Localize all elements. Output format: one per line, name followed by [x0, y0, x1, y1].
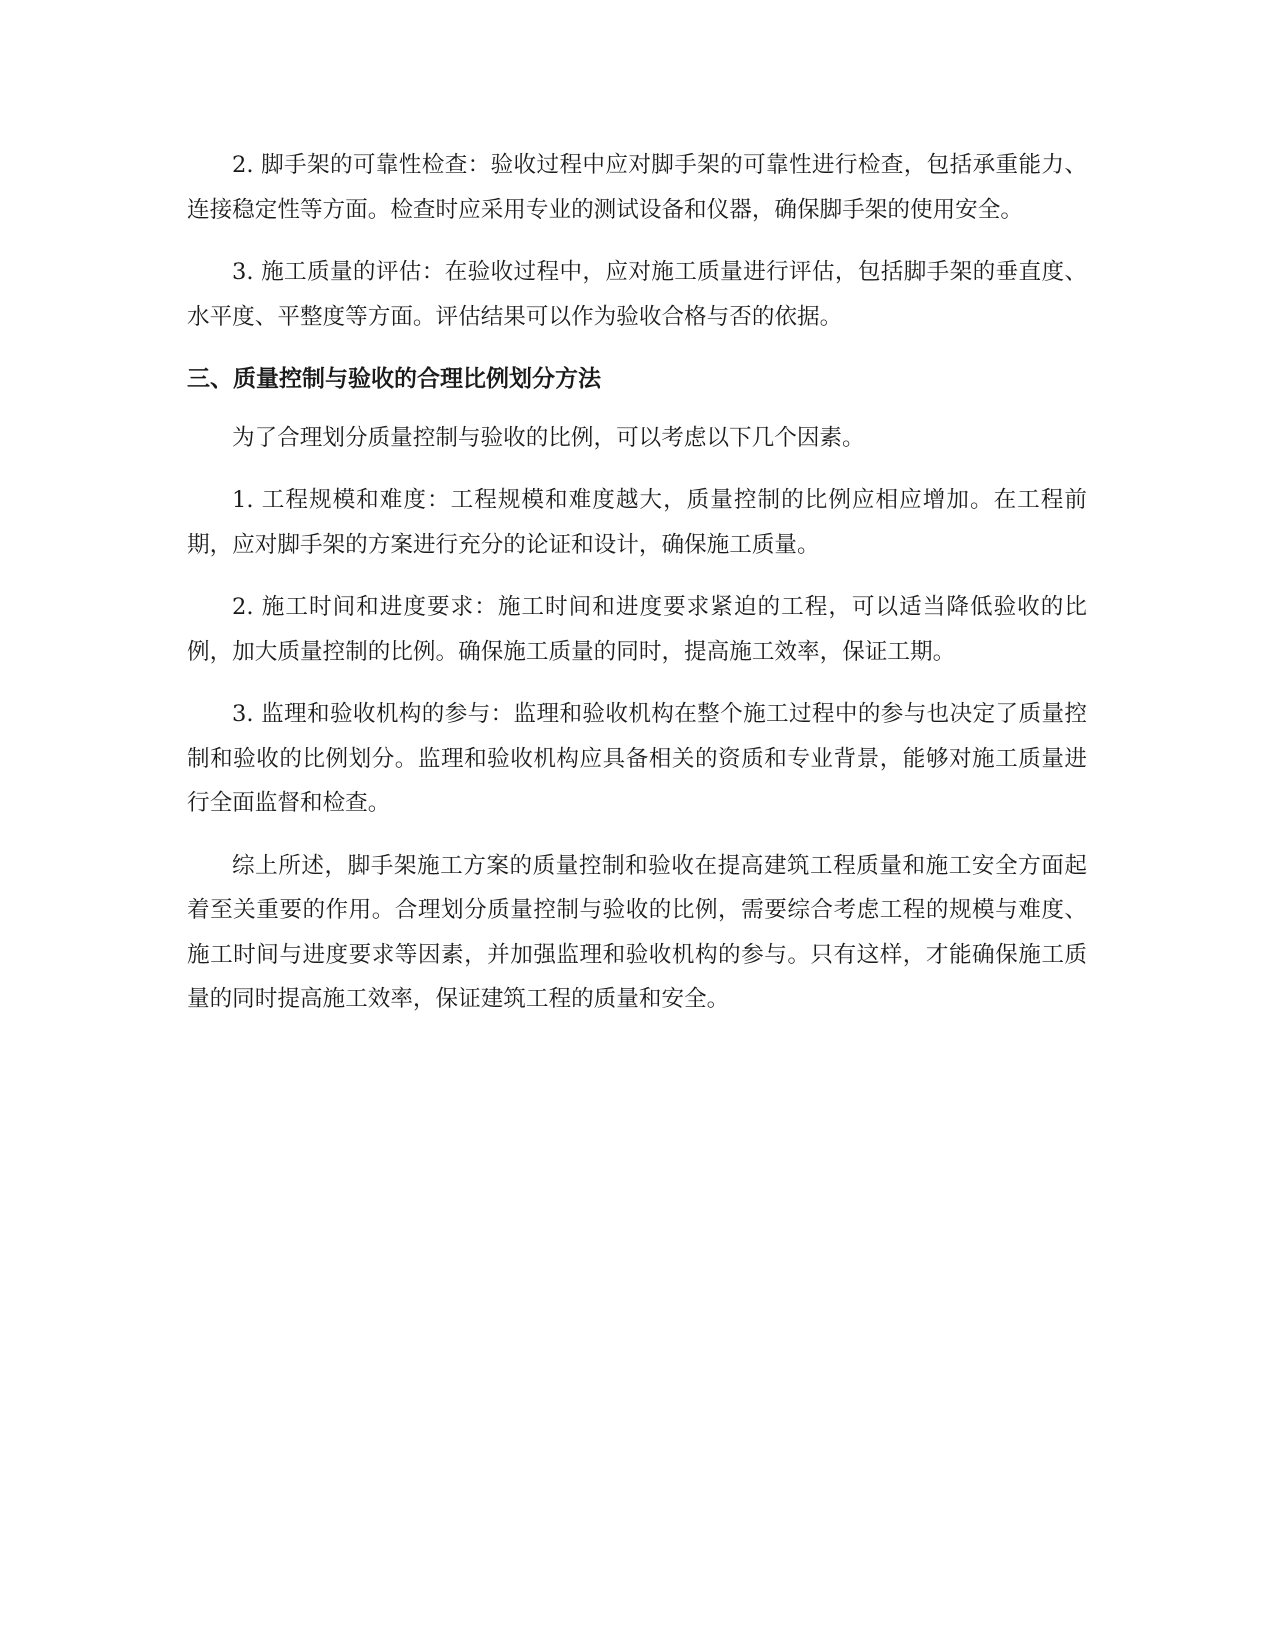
paragraph-schedule: 2. 施工时间和进度要求：施工时间和进度要求紧迫的工程，可以适当降低验收的比例，加大质量控制的比例。确保施工质量的同时，提高施工效率，保证工期。	[187, 594, 1087, 665]
document-page	[187, 143, 1087, 1040]
paragraph-quality-assessment: 3. 施工质量的评估：在验收过程中，应对施工质量进行评估，包括脚手架的垂直度、水平度、平整度等方面。评估结果可以作为验收合格与否的依据。	[187, 259, 1087, 330]
paragraph-conclusion: 综上所述，脚手架施工方案的质量控制和验收在提高建筑工程质量和施工安全方面起着至关重要的作用。合理划分质量控制与验收的比例，需要综合考虑工程的规模与难度、施工时间与进度要求等因素，并加强监理和验收机构的参与。只有这样，才能确保施工质量的同时提高施工效率，保证建筑工程的质量和安全。	[187, 852, 1087, 1012]
paragraph-supervision: 3. 监理和验收机构的参与：监理和验收机构在整个施工过程中的参与也决定了质量控制和验收的比例划分。监理和验收机构应具备相关的资质和专业背景，能够对施工质量进行全面监督和检查。	[187, 701, 1087, 816]
paragraph-reliability-check: 2. 脚手架的可靠性检查：验收过程中应对脚手架的可靠性进行检查，包括承重能力、连接稳定性等方面。检查时应采用专业的测试设备和仪器，确保脚手架的使用安全。	[187, 152, 1087, 223]
paragraph-intro: 为了合理划分质量控制与验收的比例，可以考虑以下几个因素。	[232, 424, 865, 451]
section-heading: 三、质量控制与验收的合理比例划分方法	[187, 366, 601, 392]
paragraph-scale-difficulty: 1. 工程规模和难度：工程规模和难度越大，质量控制的比例应相应增加。在工程前期，应对脚手架的方案进行充分的论证和设计，确保施工质量。	[187, 487, 1087, 558]
